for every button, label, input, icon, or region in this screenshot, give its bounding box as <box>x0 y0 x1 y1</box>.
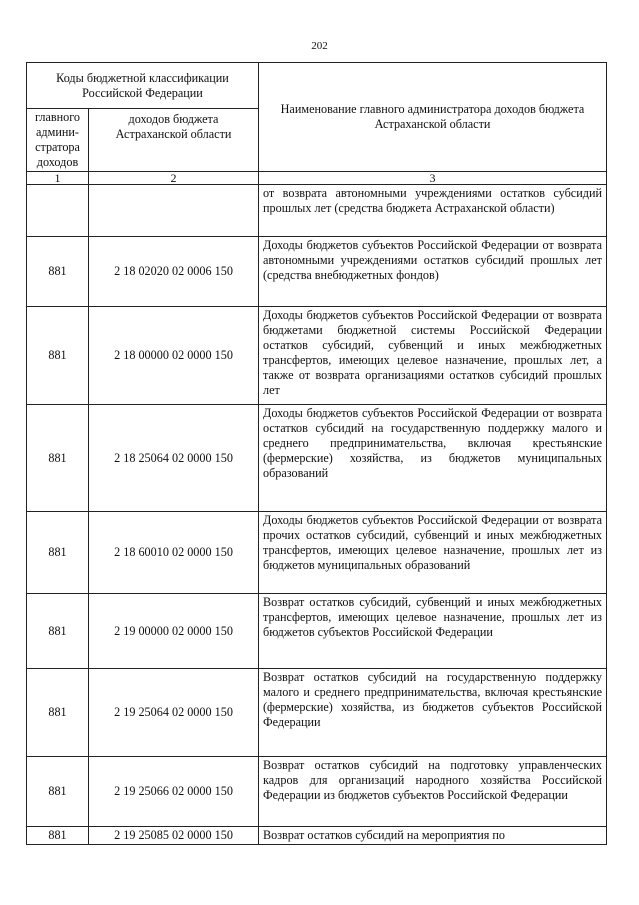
revenue-code <box>89 185 259 237</box>
revenue-code: 2 19 25066 02 0000 150 <box>89 757 259 827</box>
admin-code: 881 <box>27 757 89 827</box>
admin-code: 881 <box>27 512 89 594</box>
revenue-name: Возврат остатков субсидий на подготовку управленческих кадров для организаций народного хозяйства Российской Федерации из бюджетов субъектов Российской Федерации <box>259 757 607 827</box>
revenue-code: 2 19 25064 02 0000 150 <box>89 669 259 757</box>
page-number: 202 <box>311 40 328 52</box>
revenue-code: 2 18 02020 02 0006 150 <box>89 237 259 307</box>
header-group-title: Коды бюджетной классификации Российской Федерации <box>27 63 259 109</box>
revenue-code: 2 18 60010 02 0000 150 <box>89 512 259 594</box>
table-row <box>27 405 607 512</box>
admin-code <box>27 185 89 237</box>
admin-code: 881 <box>27 669 89 757</box>
col-number-1: 1 <box>27 172 89 185</box>
revenue-name: Возврат остатков субсидий, субвенций и иных межбюджетных трансфертов, имеющих целевое назначение, прошлых лет из бюджетов субъектов Российской Федерации <box>259 594 607 669</box>
revenue-code: 2 19 25085 02 0000 150 <box>89 827 259 845</box>
table-row <box>27 307 607 405</box>
admin-code: 881 <box>27 594 89 669</box>
table-row <box>27 827 607 845</box>
revenue-name: Доходы бюджетов субъектов Российской Федерации от возврата бюджетами бюджетной системы Российской Федерации остатков субсидий, субвенций и иных межбюджетных трансфертов, имеющих целевое назначение, прошлых лет, а также от возврата организациями остатков субсидий прошлых лет <box>259 307 607 405</box>
admin-code: 881 <box>27 827 89 845</box>
table-row <box>27 512 607 594</box>
table-row <box>27 185 607 237</box>
revenue-code: 2 18 25064 02 0000 150 <box>89 405 259 512</box>
table-row <box>27 757 607 827</box>
revenue-name: от возврата автономными учреждениями остатков субсидий прошлых лет (средства бюджета Астраханской области) <box>259 185 607 237</box>
col-number-2: 2 <box>89 172 259 185</box>
table-row <box>27 669 607 757</box>
header-col3-title: Наименование главного администратора доходов бюджета Астраханской области <box>259 63 607 172</box>
admin-code: 881 <box>27 237 89 307</box>
header-col1-title: главного админи-стратора доходов <box>27 109 89 172</box>
table-row <box>27 237 607 307</box>
revenue-name: Возврат остатков субсидий на мероприятия по <box>259 827 607 845</box>
admin-code: 881 <box>27 307 89 405</box>
admin-code: 881 <box>27 405 89 512</box>
revenue-code: 2 19 00000 02 0000 150 <box>89 594 259 669</box>
header-col2-title: доходов бюджета Астраханской области <box>89 109 259 172</box>
table-row <box>27 594 607 669</box>
revenue-code: 2 18 00000 02 0000 150 <box>89 307 259 405</box>
revenue-name: Доходы бюджетов субъектов Российской Федерации от возврата остатков субсидий на государственную поддержку малого и среднего предпринимательства, включая крестьянские (фермерские) хозяйства, из бюджетов муниципальных образований <box>259 405 607 512</box>
col-number-3: 3 <box>259 172 607 185</box>
revenue-name: Доходы бюджетов субъектов Российской Федерации от возврата автономными учреждениями остатков субсидий прошлых лет (средства внебюджетных фондов) <box>259 237 607 307</box>
budget-classification-table <box>26 62 607 845</box>
revenue-name: Возврат остатков субсидий на государственную поддержку малого и среднего предпринимательства, включая крестьянские (фермерские) хозяйства, из бюджетов субъектов Российской Федерации <box>259 669 607 757</box>
revenue-name: Доходы бюджетов субъектов Российской Федерации от возврата прочих остатков субсидий, субвенций и иных межбюджетных трансфертов, имеющих целевое назначение, прошлых лет из бюджетов муниципальных образований <box>259 512 607 594</box>
